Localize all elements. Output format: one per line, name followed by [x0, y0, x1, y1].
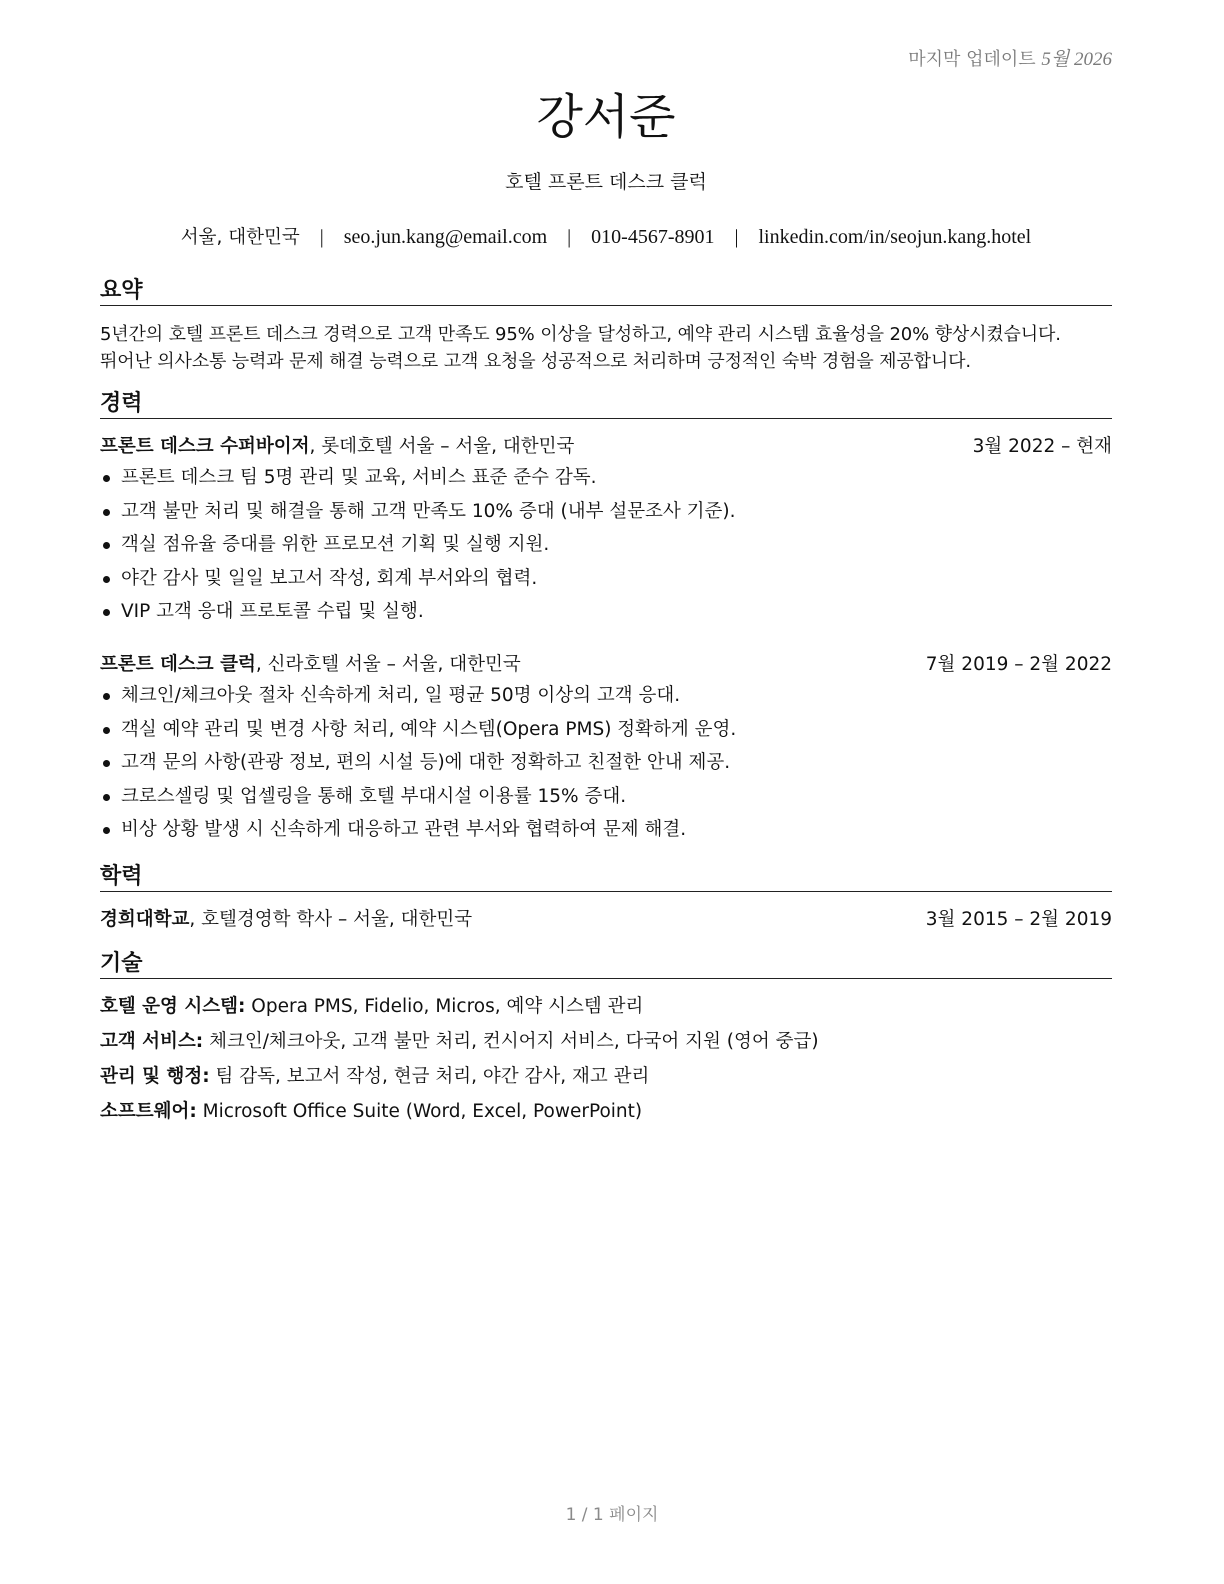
list-item: VIP 고객 응대 프로토콜 수립 및 실행. [100, 599, 1112, 633]
skill-value: Opera PMS, Fidelio, Micros, 예약 시스템 관리 [245, 996, 644, 1017]
job-bullets [100, 465, 1112, 633]
education-school: 경희대학교 [100, 909, 190, 930]
section-title-skills: 기술 [100, 950, 1112, 979]
last-updated-date: 5월 2026 [1041, 49, 1112, 70]
list-item: 프론트 데스크 팀 5명 관리 및 교육, 서비스 표준 준수 감독. [100, 465, 1112, 499]
job-dates: 3월 2022 – 현재 [972, 436, 1112, 457]
candidate-name: 강서준 [536, 89, 676, 145]
job-header [100, 434, 1112, 460]
list-item: 비상 상황 발생 시 신속하게 대응하고 관련 부서와 협력하여 문제 해결. [100, 817, 1112, 851]
list-item: 고객 불만 처리 및 해결을 통해 고객 만족도 10% 증대 (내부 설문조사 기준). [100, 499, 1112, 533]
job-header [100, 652, 1112, 678]
job-bullets [100, 683, 1112, 851]
list-item: 객실 예약 관리 및 변경 사항 처리, 예약 시스템(Opera PMS) 정확하게 운영. [100, 717, 1112, 751]
contact-separator: | [567, 226, 572, 248]
job-title: 프론트 데스크 수퍼바이저 [100, 436, 310, 457]
contact-email[interactable]: seo.jun.kang@email.com [343, 226, 548, 248]
page-number: 1 / 1 페이지 [565, 1505, 659, 1525]
skill-label: 호텔 운영 시스템: [100, 996, 246, 1017]
contact-location: 서울, 대한민국 [180, 227, 300, 248]
skill-label: 소프트웨어: [100, 1101, 197, 1122]
contact-phone[interactable]: 010-4567-8901 [591, 226, 715, 248]
skill-value: 팀 감독, 보고서 작성, 현금 처리, 야간 감사, 재고 관리 [209, 1066, 650, 1087]
list-item: 객실 점유율 증대를 위한 프로모션 기획 및 실행 지원. [100, 532, 1112, 566]
list-item: 고객 문의 사항(관광 정보, 편의 시설 등)에 대한 정확하고 친절한 안내 제공. [100, 750, 1112, 784]
job-org: , 신라호텔 서울 – 서울, 대한민국 [255, 654, 521, 675]
last-updated [908, 44, 1112, 71]
summary-line-1: 5년간의 호텔 프론트 데스크 경력으로 고객 만족도 95% 이상을 달성하고, 예약 관리 시스템 효율성을 20% 향상시켰습니다. [100, 324, 1061, 345]
education-degree: , 호텔경영학 학사 – 서울, 대한민국 [189, 909, 473, 930]
job-dates: 7월 2019 – 2월 2022 [925, 654, 1112, 675]
education-entry [100, 907, 1112, 933]
skill-row [100, 994, 1112, 1020]
skill-label: 관리 및 행정: [100, 1066, 210, 1087]
skill-row [100, 1064, 1112, 1090]
list-item: 체크인/체크아웃 절차 신속하게 처리, 일 평균 50명 이상의 고객 응대. [100, 683, 1112, 717]
section-title-summary: 요약 [100, 277, 1112, 306]
contact-linkedin[interactable]: linkedin.com/in/seojun.kang.hotel [758, 226, 1032, 248]
contact-line [100, 224, 1112, 251]
skill-value: Microsoft Office Suite (Word, Excel, PowerPoint) [196, 1101, 643, 1122]
skill-row [100, 1099, 1112, 1125]
section-title-education: 학력 [100, 863, 1112, 892]
contact-separator: | [319, 226, 324, 248]
skill-label: 고객 서비스: [100, 1031, 204, 1052]
contact-separator: | [734, 226, 739, 248]
list-item: 크로스셀링 및 업셀링을 통해 호텔 부대시설 이용률 15% 증대. [100, 784, 1112, 818]
last-updated-label: 마지막 업데이트 [908, 49, 1036, 70]
education-dates: 3월 2015 – 2월 2019 [925, 909, 1112, 930]
list-item: 야간 감사 및 일일 보고서 작성, 회계 부서와의 협력. [100, 566, 1112, 600]
job-org: , 롯데호텔 서울 – 서울, 대한민국 [309, 436, 575, 457]
summary-text [100, 321, 1130, 375]
skill-row [100, 1029, 1112, 1055]
section-title-experience: 경력 [100, 390, 1112, 419]
job-title: 프론트 데스크 클럭 [100, 654, 256, 675]
summary-line-2: 뛰어난 의사소통 능력과 문제 해결 능력으로 고객 요청을 성공적으로 처리하며 긍정적인 숙박 경험을 제공합니다. [100, 351, 971, 372]
skill-value: 체크인/체크아웃, 고객 불만 처리, 컨시어지 서비스, 다국어 지원 (영어 중급) [203, 1031, 819, 1052]
candidate-headline: 호텔 프론트 데스크 클럭 [505, 171, 707, 193]
